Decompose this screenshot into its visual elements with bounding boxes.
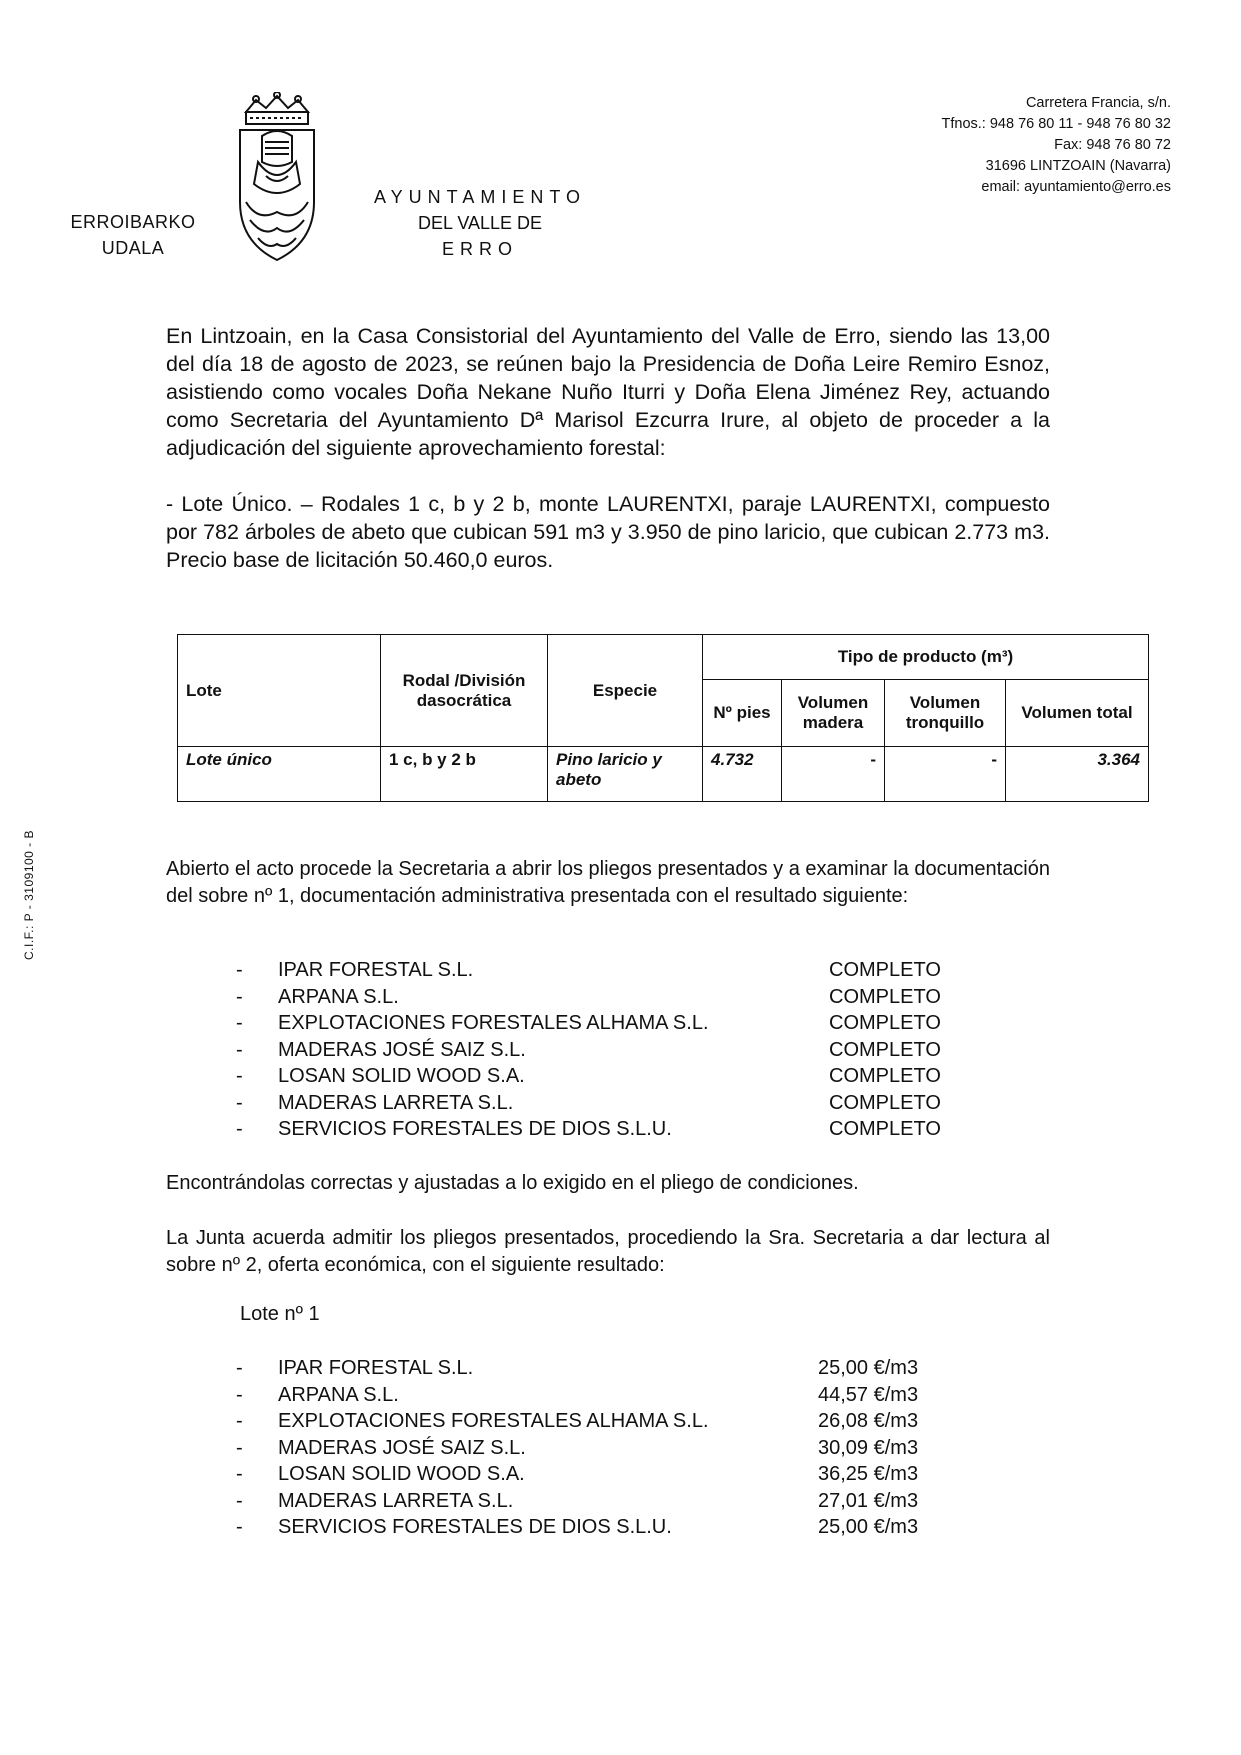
acto-paragraph: Abierto el acto procede la Secretaria a abrir los pliegos presentados y a examinar la documentación del sobre nº 1, documentación administrativa presentada con el resultado siguiente: (166, 858, 1050, 907)
basque-name-line1: ERROIBARKO (70, 212, 196, 232)
list-item: - SERVICIOS FORESTALES DE DIOS S.L.U. COMPLETO (236, 1116, 996, 1143)
status-value: COMPLETO (829, 959, 941, 981)
cell-total: 3.364 (1006, 747, 1149, 802)
price-value: 44,57 €/m3 (818, 1383, 919, 1406)
list-item: - SERVICIOS FORESTALES DE DIOS S.L.U. 25,00 €/m3 (236, 1514, 996, 1541)
contact-email: email: ayuntamiento@erro.es (981, 179, 1171, 195)
list-item: - IPAR FORESTAL S.L. 25,00 €/m3 (236, 1355, 996, 1382)
contact-fax: Fax: 948 76 80 72 (1054, 137, 1171, 153)
company-name: IPAR FORESTAL S.L. (278, 1357, 474, 1379)
company-name: EXPLOTACIONES FORESTALES ALHAMA S.L. (278, 1012, 709, 1034)
junta-paragraph: La Junta acuerda admitir los pliegos presentados, procediendo la Sra. Secretaria a dar lectura al sobre nº 2, oferta económica, con el siguiente resultado: (166, 1227, 1050, 1276)
status-value: COMPLETO (829, 1038, 941, 1061)
price-value: 25,00 €/m3 (818, 1516, 919, 1538)
status-value: COMPLETO (829, 1118, 941, 1140)
th-rodal: Rodal /División dasocrática (381, 635, 548, 747)
company-name: SERVICIOS FORESTALES DE DIOS S.L.U. (278, 1516, 672, 1538)
company-name: ARPANA S.L. (278, 985, 399, 1008)
company-name: MADERAS JOSÉ SAIZ S.L. (278, 1436, 526, 1459)
cif-vertical-text: C.I.F.: P - 3109100 - B (22, 829, 36, 960)
cell-tronquillo: - (885, 747, 1006, 802)
list-item: - MADERAS JOSÉ SAIZ S.L. 30,09 €/m3 (236, 1435, 996, 1462)
th-tipo-producto: Tipo de producto (m³) (703, 635, 1149, 680)
company-name: EXPLOTACIONES FORESTALES ALHAMA S.L. (278, 1410, 709, 1432)
price-value: 27,01 €/m3 (818, 1489, 919, 1512)
contact-phones: Tfnos.: 948 76 80 11 - 948 76 80 32 (941, 116, 1171, 132)
lot-table (177, 634, 1149, 802)
company-name: IPAR FORESTAL S.L. (278, 959, 474, 981)
th-especie: Especie (548, 635, 703, 747)
th-tronquillo: Volumen tronquillo (885, 680, 1006, 747)
cell-lote: Lote único (178, 747, 381, 802)
company-name: LOSAN SOLID WOOD S.A. (278, 1463, 525, 1485)
company-name: LOSAN SOLID WOOD S.A. (278, 1065, 525, 1087)
company-name: SERVICIOS FORESTALES DE DIOS S.L.U. (278, 1118, 672, 1140)
th-madera: Volumen madera (782, 680, 885, 747)
status-value: COMPLETO (829, 1012, 941, 1034)
basque-name (58, 209, 208, 261)
list-item: - EXPLOTACIONES FORESTALES ALHAMA S.L. COMPLETO (236, 1010, 996, 1037)
status-value: COMPLETO (829, 1091, 941, 1114)
status-value: COMPLETO (829, 985, 941, 1008)
council-name-line1: AYUNTAMIENTO (373, 187, 586, 207)
status-value: COMPLETO (829, 1065, 941, 1087)
list-item: - MADERAS JOSÉ SAIZ S.L. COMPLETO (236, 1037, 996, 1064)
cell-madera: - (782, 747, 885, 802)
price-value: 26,08 €/m3 (818, 1410, 919, 1432)
company-name: ARPANA S.L. (278, 1383, 399, 1406)
table-row (178, 747, 1149, 802)
correctas-paragraph: Encontrándolas correctas y ajustadas a lo exigido en el pliego de condiciones. (166, 1172, 859, 1194)
contact-address: Carretera Francia, s/n. (1025, 95, 1171, 111)
list-item: - IPAR FORESTAL S.L. COMPLETO (236, 957, 996, 984)
intro-paragraph: En Lintzoain, en la Casa Consistorial del Ayuntamiento del Valle de Erro, siendo las 13,00 del día 18 de agosto de 2023, se reúnen bajo la Presidencia de Doña Leire Remiro Esnoz, asistiendo como vocales Doña Nekane Nuño Iturri y Doña Elena Jiménez Rey, actuando como Secretaria del Ayuntamiento Dª Marisol Ezcurra Irure, al objeto de proceder a la adjudicación del siguiente aprovechamiento forestal: (166, 324, 1050, 460)
price-value: 25,00 €/m3 (818, 1357, 919, 1379)
list-item: - ARPANA S.L. COMPLETO (236, 984, 996, 1011)
list-item: - ARPANA S.L. 44,57 €/m3 (236, 1382, 996, 1409)
list-item: - MADERAS LARRETA S.L. 27,01 €/m3 (236, 1488, 996, 1515)
list-item: - EXPLOTACIONES FORESTALES ALHAMA S.L. 26,08 €/m3 (236, 1408, 996, 1435)
contact-block (771, 93, 1171, 198)
council-name-line3: ERRO (441, 239, 518, 259)
th-total: Volumen total (1006, 680, 1149, 747)
company-name: MADERAS LARRETA S.L. (278, 1091, 514, 1114)
list-item: - MADERAS LARRETA S.L. COMPLETO (236, 1090, 996, 1117)
cell-pies: 4.732 (703, 747, 782, 802)
sobre1-list (236, 957, 996, 1143)
ofertas-list (236, 1355, 996, 1541)
price-value: 36,25 €/m3 (818, 1463, 919, 1485)
company-name: MADERAS LARRETA S.L. (278, 1489, 514, 1512)
cell-rodal: 1 c, b y 2 b (381, 747, 548, 802)
basque-name-line2: UDALA (101, 238, 165, 258)
contact-city: 31696 LINTZOAIN (Navarra) (985, 158, 1171, 174)
lote-number-heading: Lote nº 1 (240, 1303, 320, 1325)
council-name-line2: DEL VALLE DE (417, 213, 543, 233)
council-name (340, 184, 620, 262)
company-name: MADERAS JOSÉ SAIZ S.L. (278, 1038, 526, 1061)
cell-especie: Pino laricio y abeto (548, 747, 703, 802)
th-pies: Nº pies (703, 680, 782, 747)
list-item: - LOSAN SOLID WOOD S.A. COMPLETO (236, 1063, 996, 1090)
price-value: 30,09 €/m3 (818, 1436, 919, 1459)
th-lote: Lote (178, 635, 381, 747)
coat-of-arms-icon (228, 92, 326, 264)
lote-description: - Lote Único. – Rodales 1 c, b y 2 b, monte LAURENTXI, paraje LAURENTXI, compuesto por 782 árboles de abeto que cubican 591 m3 y 3.950 de pino laricio, que cubican 2.773 m3. Precio base de licitación 50.460,0 euros. (166, 492, 1050, 572)
list-item: - LOSAN SOLID WOOD S.A. 36,25 €/m3 (236, 1461, 996, 1488)
